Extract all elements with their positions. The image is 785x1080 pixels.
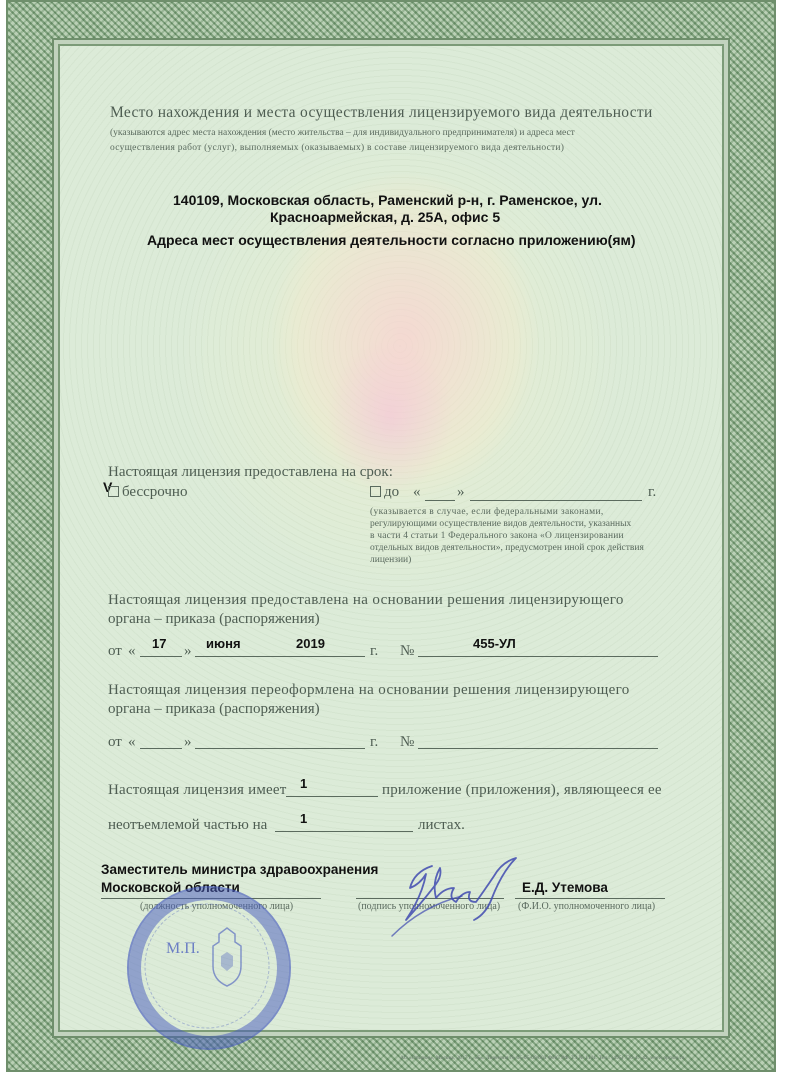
- location-note-line2: осуществления работ (услуг), выполняемых (оказываемых) в составе лицензируемого вида деятельности): [110, 143, 565, 153]
- reissue-number-label: №: [400, 734, 415, 750]
- name-caption: (Ф.И.О. уполномоченного лица): [518, 901, 656, 912]
- appendix-sheets-line: [275, 831, 413, 832]
- reissue-day-line: [140, 748, 182, 749]
- reissue-month-year-line: [195, 748, 365, 749]
- grant-day: 17: [152, 636, 167, 651]
- reissue-number-line: [418, 748, 658, 749]
- grant-line1: Настоящая лицензия предоставлена на основании решения лицензирующего: [108, 592, 624, 608]
- official-stamp: [127, 886, 294, 1050]
- grant-quote-open: «: [128, 643, 136, 659]
- grant-month-year-line: [195, 656, 365, 657]
- grant-year-suffix: г.: [370, 643, 379, 659]
- term-note-line3: в части 4 статьи 1 Федерального закона «О лицензировании: [370, 531, 624, 541]
- position-caption: (должность уполномоченного лица): [140, 901, 294, 912]
- grant-day-line: [140, 656, 182, 657]
- term-until-day-open: «: [413, 484, 421, 500]
- checkbox-indefinite: [108, 486, 119, 497]
- appendix-address-note: Адреса мест осуществления деятельности согласно приложению(ям): [147, 232, 636, 248]
- grant-number-label: №: [400, 643, 415, 659]
- grant-line2: органа – приказа (распоряжения): [108, 611, 320, 627]
- grant-number-line: [418, 656, 658, 657]
- appendix-line1-start: Настоящая лицензия имеет: [108, 782, 287, 798]
- location-note-line1: (указываются адрес места нахождения (место жительства – для индивидуального предпринимателя) и адреса мест: [110, 128, 575, 138]
- printer-footer: АО «Опцион», Москва, 2017 г., «Б». Лицензия № 05-05-09/003 ФНС РФ. ТЗ № 1101. Тел.: (495) 726-47-42, www.opcion.ru: [400, 1055, 685, 1061]
- term-until-option: [370, 484, 399, 501]
- stamp-emblem-icon: [127, 886, 287, 1046]
- appendix-line2-start: неотъемлемой частью на: [108, 817, 268, 833]
- checkbox-until: [370, 486, 381, 497]
- location-heading: Место нахождения и места осуществления лицензируемого вида деятельности: [110, 104, 653, 121]
- appendix-sheets: 1: [300, 811, 308, 826]
- term-until-day-close: »: [457, 484, 465, 500]
- appendix-line1-end: приложение (приложения), являющееся ее: [382, 782, 662, 798]
- address-line1: 140109, Московская область, Раменский р-н, г. Раменское, ул.: [173, 192, 602, 208]
- reissue-line1: Настоящая лицензия переоформлена на основании решения лицензирующего: [108, 682, 630, 698]
- appendix-line2-end: листах.: [418, 817, 465, 833]
- check-mark: V: [103, 479, 113, 495]
- appendix-count: 1: [300, 776, 308, 791]
- term-note-line4: отдельных видов деятельности», предусмотрен иной срок действия: [370, 543, 644, 553]
- reissue-quote-close: »: [184, 734, 192, 750]
- term-note-line2: регулирующими осуществление видов деятельности, указанных: [370, 519, 632, 529]
- signer-name: Е.Д. Утемова: [522, 880, 608, 895]
- term-note-line5: лицензии): [370, 555, 412, 565]
- term-indefinite-option: [108, 484, 187, 501]
- term-note-line1: (указывается в случае, если федеральными законами,: [370, 507, 604, 517]
- signer-position-line2: Московской области: [101, 880, 240, 895]
- grant-month: июня: [206, 636, 241, 651]
- term-heading: Настоящая лицензия предоставлена на срок:: [108, 464, 393, 480]
- grant-from-label: от: [108, 643, 122, 659]
- handwritten-signature-icon: [372, 836, 552, 956]
- term-until-label: до: [384, 484, 400, 500]
- reissue-from-label: от: [108, 734, 122, 750]
- stamp-label: М.П.: [166, 940, 200, 957]
- signer-position-line1: Заместитель министра здравоохранения: [101, 862, 379, 877]
- term-indefinite-label: бессрочно: [122, 484, 188, 500]
- reissue-year-suffix: г.: [370, 734, 379, 750]
- address-line2: Красноармейская, д. 25А, офис 5: [270, 209, 501, 225]
- term-year-suffix: г.: [648, 484, 657, 500]
- grant-year: 2019: [296, 636, 325, 651]
- term-until-month-line: [470, 500, 642, 501]
- reissue-line2: органа – приказа (распоряжения): [108, 701, 320, 717]
- term-until-day-line: [425, 500, 455, 501]
- grant-quote-close: »: [184, 643, 192, 659]
- signature-caption: (подпись уполномоченного лица): [358, 901, 501, 912]
- reissue-quote-open: «: [128, 734, 136, 750]
- appendix-count-line: [286, 796, 378, 797]
- grant-number: 455-УЛ: [473, 636, 516, 651]
